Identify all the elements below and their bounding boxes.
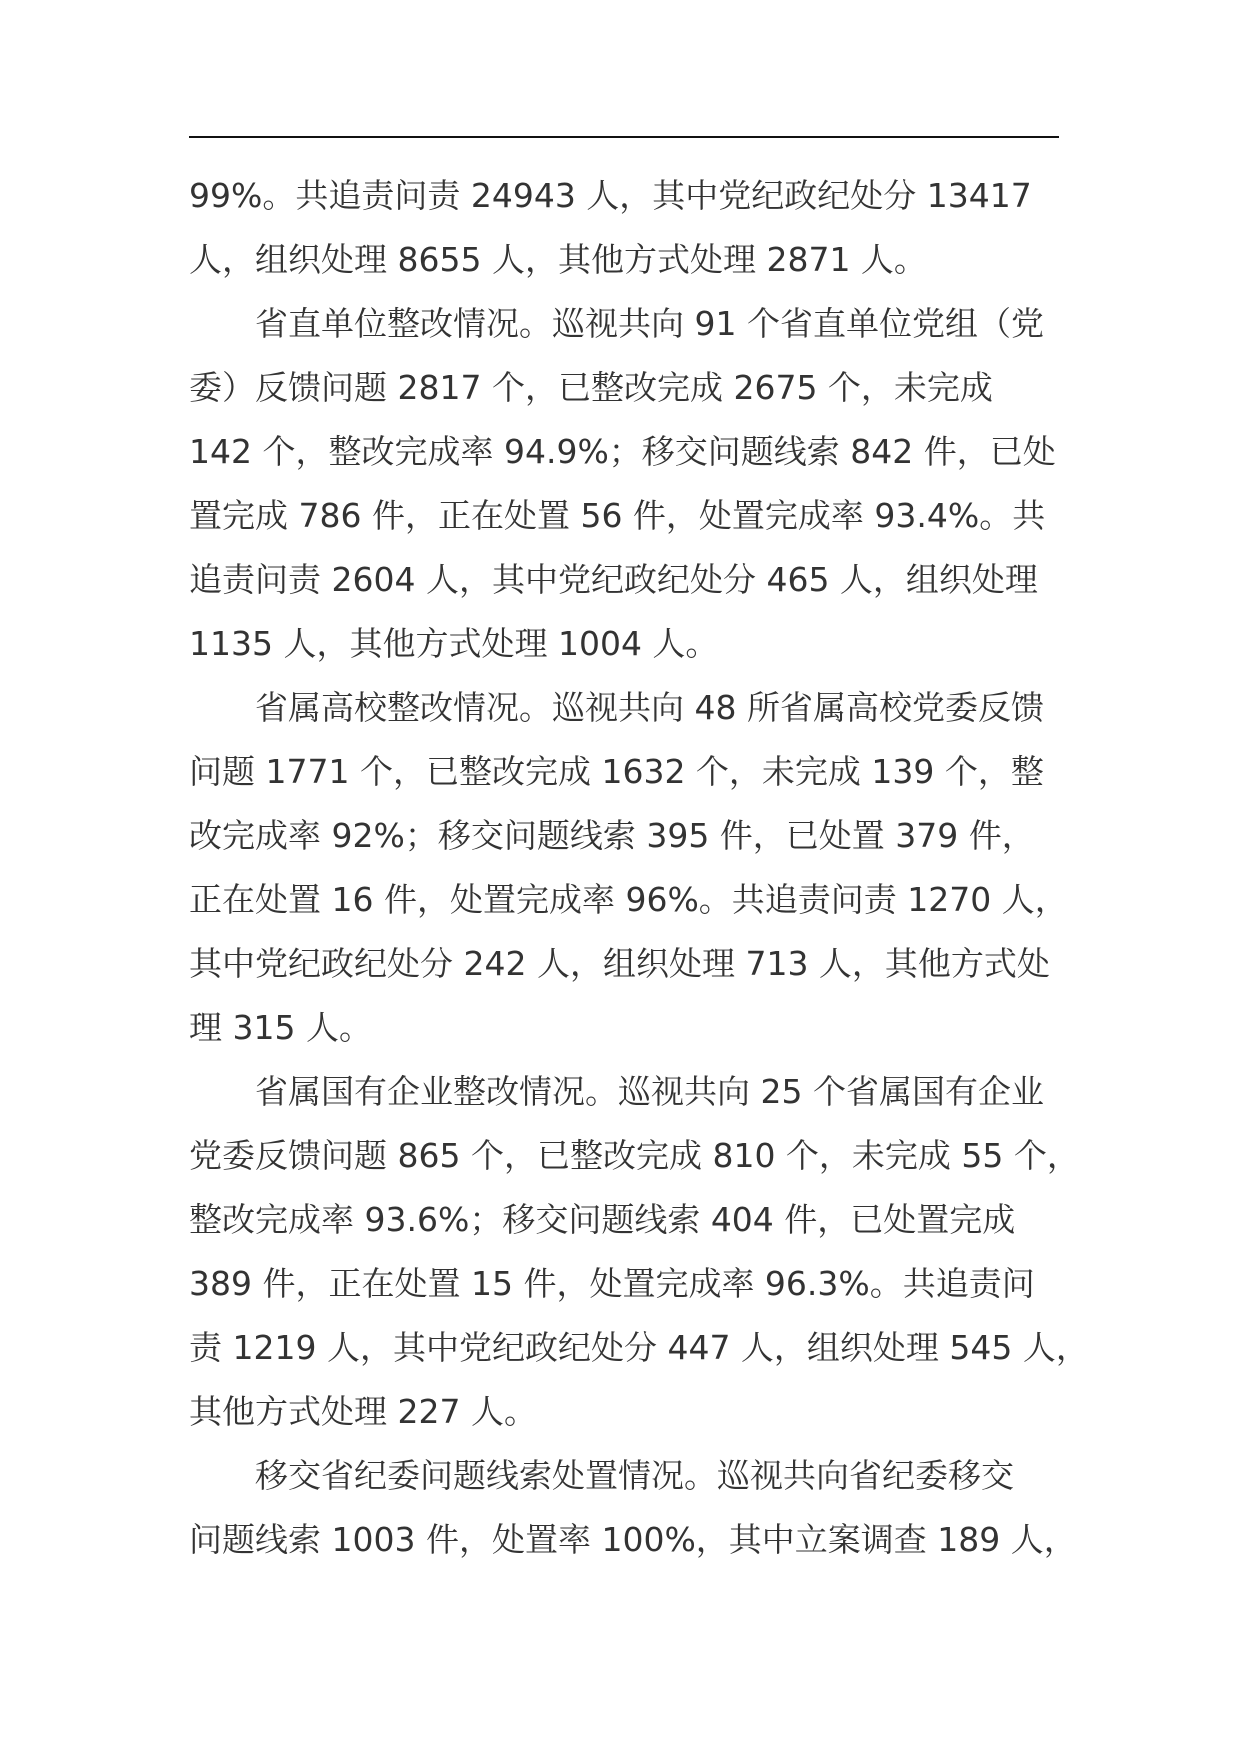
- text-line: 理 315 人。: [189, 1008, 372, 1047]
- text-line: 其中党纪政纪处分 242 人，组织处理 713 人，其他方式处: [189, 944, 1050, 983]
- header-rule: [189, 136, 1059, 138]
- paragraph-heading-line: 省直单位整改情况。巡视共向 91 个省直单位党组（党: [255, 304, 1044, 343]
- text-line: 置完成 786 件，正在处置 56 件，处置完成率 93.4%。共: [189, 496, 1046, 535]
- text-line: 其他方式处理 227 人。: [189, 1392, 537, 1431]
- paragraph-heading-line: 移交省纪委问题线索处置情况。巡视共向省纪委移交: [255, 1456, 1014, 1495]
- paragraph-heading-line: 省属高校整改情况。巡视共向 48 所省属高校党委反馈: [255, 688, 1044, 727]
- text-line: 整改完成率 93.6%；移交问题线索 404 件，已处置完成: [189, 1200, 1016, 1239]
- text-line: 389 件，正在处置 15 件，处置完成率 96.3%。共追责问: [189, 1264, 1035, 1303]
- text-line: 99%。共追责问责 24943 人，其中党纪政纪处分 13417: [189, 176, 1032, 215]
- paragraph-heading-line: 省属国有企业整改情况。巡视共向 25 个省属国有企业: [255, 1072, 1044, 1111]
- text-line: 142 个，整改完成率 94.9%；移交问题线索 842 件，已处: [189, 432, 1056, 471]
- text-line: 1135 人，其他方式处理 1004 人。: [189, 624, 719, 663]
- text-line: 问题 1771 个，已整改完成 1632 个，未完成 139 个，整: [189, 752, 1044, 791]
- text-line: 问题线索 1003 件，处置率 100%，其中立案调查 189 人，: [189, 1520, 1077, 1559]
- text-line: 正在处置 16 件，处置完成率 96%。共追责问责 1270 人，: [189, 880, 1068, 919]
- text-line: 改完成率 92%；移交问题线索 395 件，已处置 379 件，: [189, 816, 1035, 855]
- text-line: 人，组织处理 8655 人，其他方式处理 2871 人。: [189, 240, 927, 279]
- text-line: 追责问责 2604 人，其中党纪政纪处分 465 人，组织处理: [189, 560, 1038, 599]
- text-line: 党委反馈问题 865 个，已整改完成 810 个，未完成 55 个，: [189, 1136, 1080, 1175]
- text-line: 委）反馈问题 2817 个，已整改完成 2675 个，未完成: [189, 368, 993, 407]
- text-line: 责 1219 人，其中党纪政纪处分 447 人，组织处理 545 人，: [189, 1328, 1089, 1367]
